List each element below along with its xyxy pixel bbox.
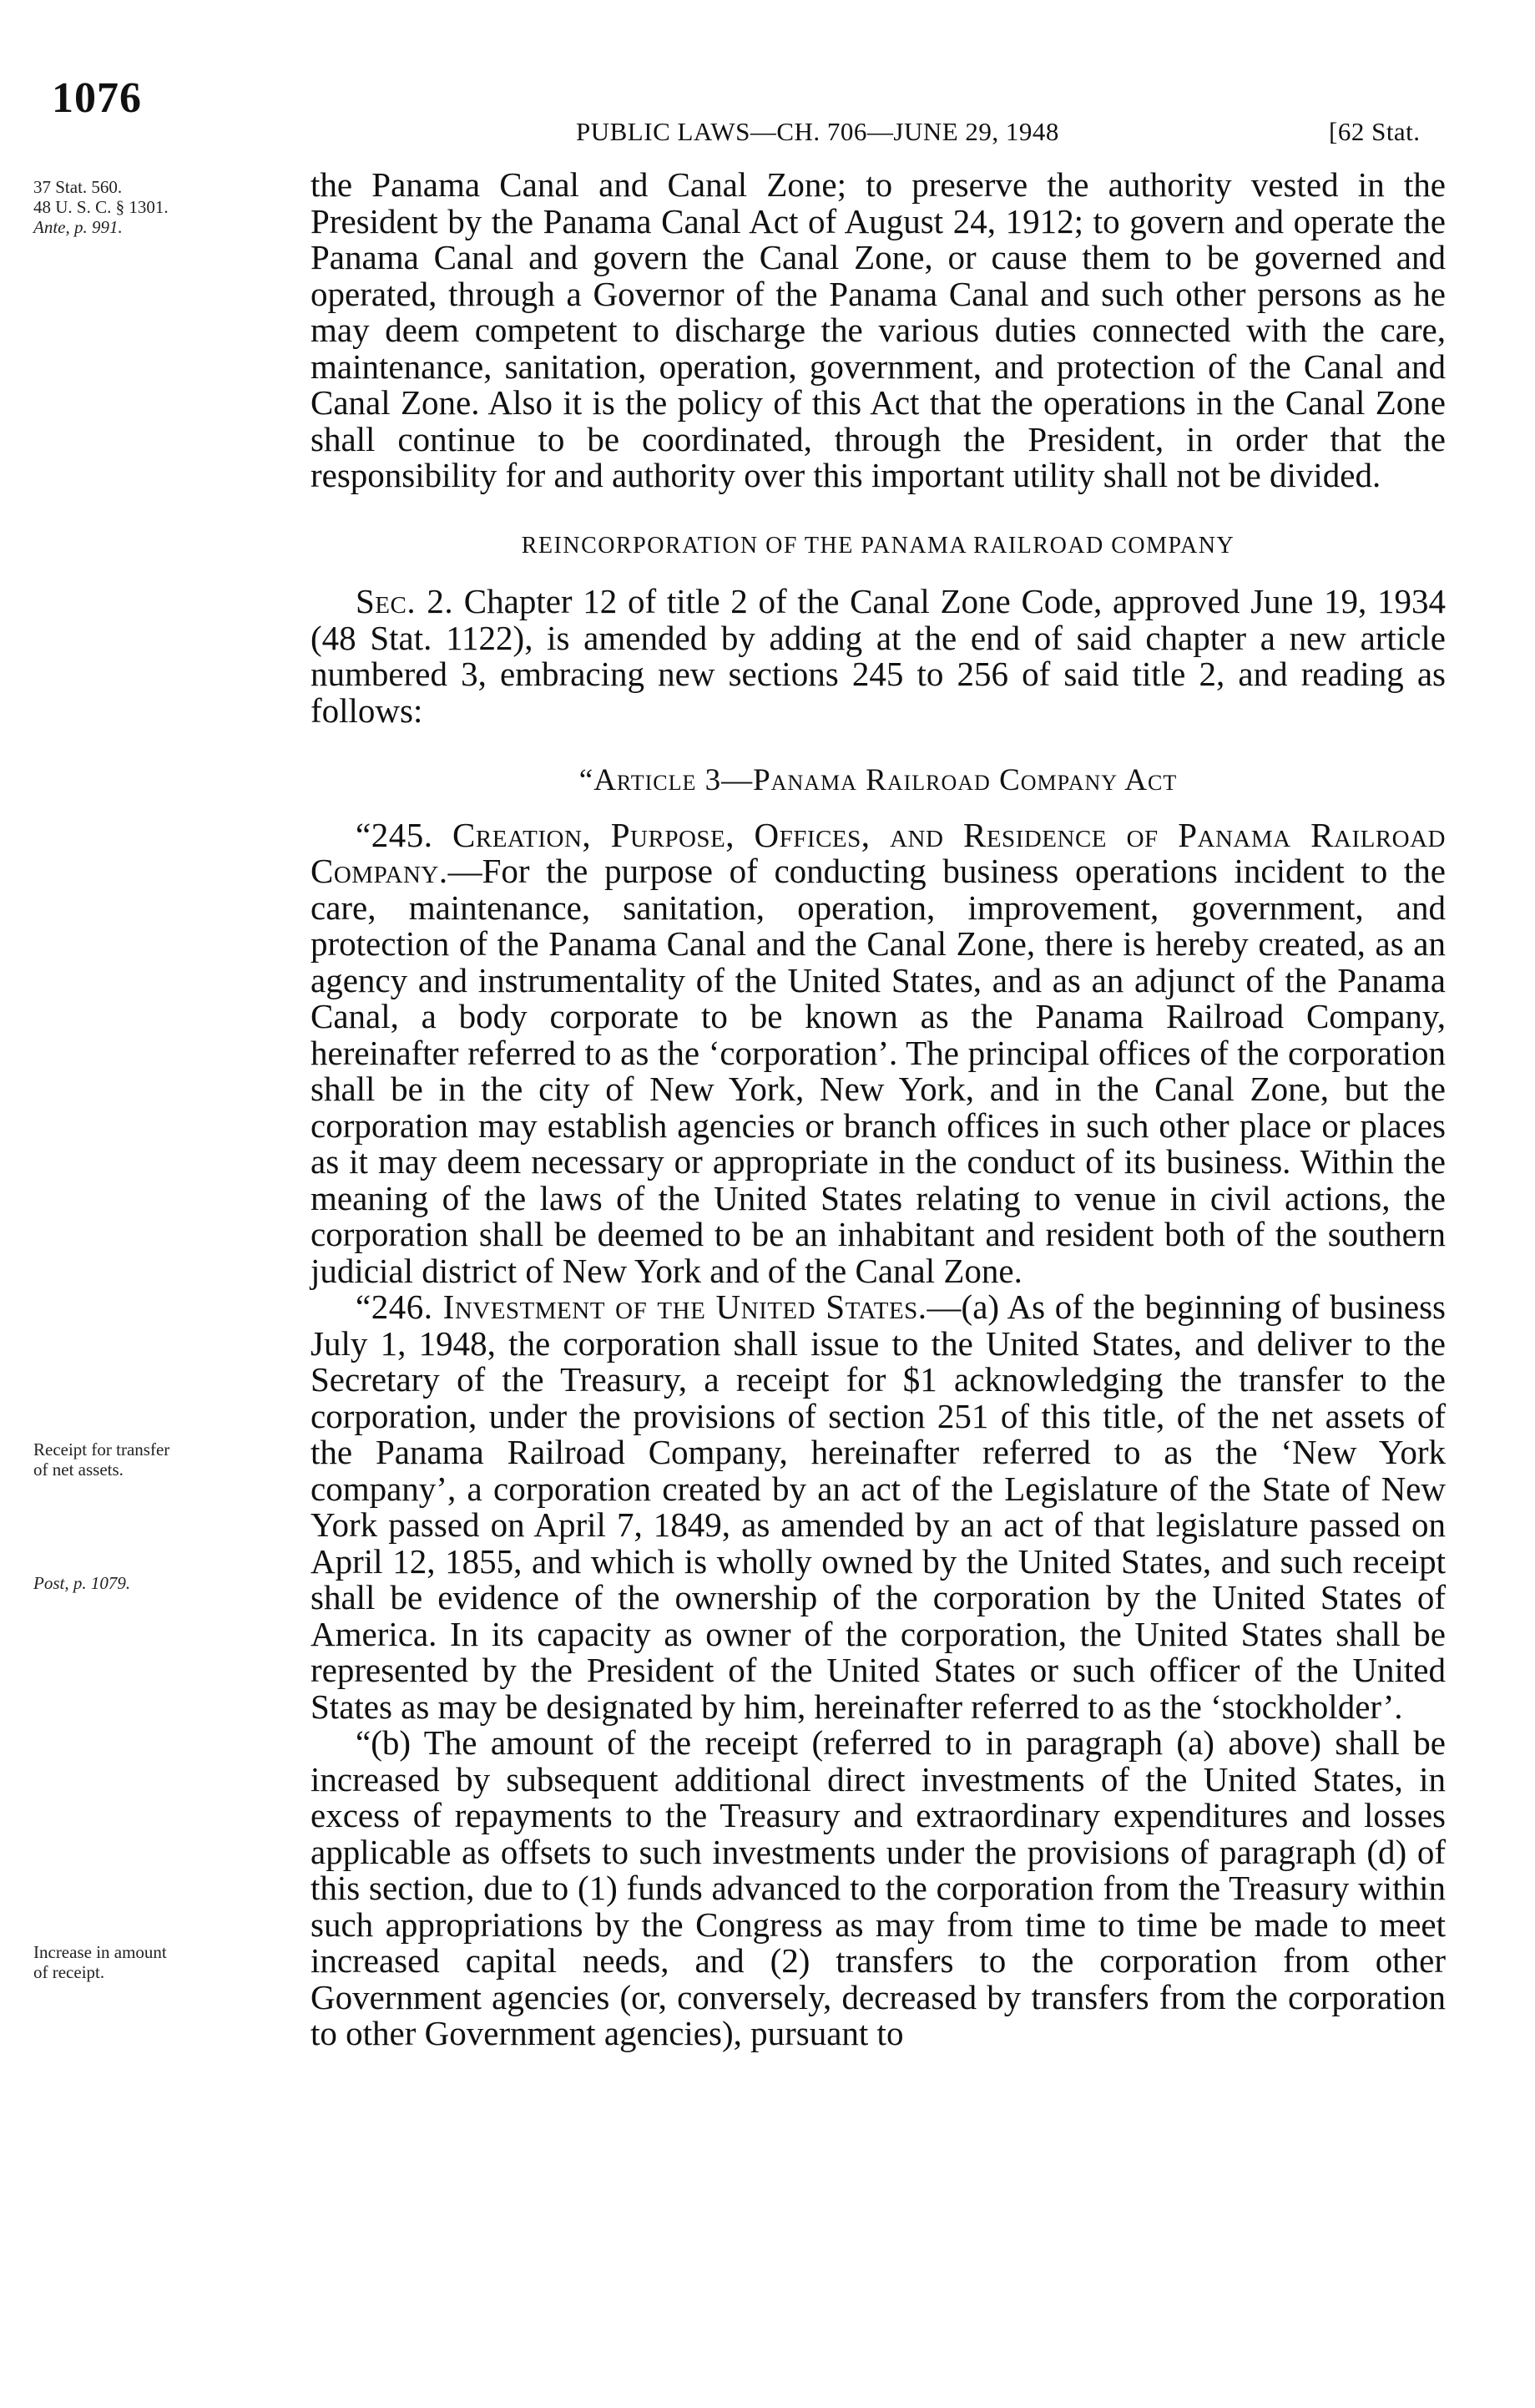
paragraph-sec-2 bbox=[311, 584, 1446, 729]
margin-note-post bbox=[33, 1573, 284, 1593]
section-245-text: —For the purpose of conducting business operations incident to the care, maintenance, sanitation, operation, improvement, government, and protection of the Panama Canal and the Canal Zone, there is hereby created, as an agency and instrumentality of the United States, and as an adjunct of the Panama Canal, a body corporate to be known as the Panama Railroad Company, hereinafter referred to as the ‘corporation’. The principal offices of the corporation shall be in the city of New York, New York, and in the Canal Zone, but the corporation may establish agencies or branch offices in such other place or places as it may deem necessary or appropriate in the conduct of its business. Within the meaning of the laws of the United States relating to venue in civil actions, the corporation shall be deemed to be an inhabitant and resident both of the southern judicial district of New York and of the Canal Zone. bbox=[311, 852, 1446, 1290]
sec-2-text: Chapter 12 of title 2 of the Canal Zone Code, approved June 19, 1934 (48 Stat. 1122), is amended by adding at the end of said chapter a new article numbered 3, embracing new sections 245 to 256 of said title 2, and reading as follows: bbox=[311, 582, 1447, 730]
paragraph-246a bbox=[311, 1289, 1446, 1725]
margin-note-line: Increase in amount bbox=[33, 1942, 167, 1962]
margin-note-line: Ante, p. 991. bbox=[33, 217, 123, 237]
margin-note-line: 37 Stat. 560. bbox=[33, 177, 123, 197]
statute-reference: [62 Stat. bbox=[1329, 117, 1421, 146]
section-246-text: —(a) As of the beginning of business July 1, 1948, the corporation shall issue to the United States, and deliver to the Secretary of the Treasury, a receipt for $1 acknowledging the transfer to the corporation, under the provisions of section 251 of this title, of the net assets of the Panama Railroad Company, hereinafter referred to as the ‘New York company’, a corporation created by an act of the Legislature of the State of New York passed on April 7, 1849, as amended by an act of that legislature passed on April 12, 1855, and which is wholly owned by the United States, and such receipt shall be evidence of the ownership of the corporation by the United States of America. In its capacity as owner of the corporation, the United States shall be represented by the President of the United States or such officer of the United States as may be designated by him, hereinafter referred to as the ‘stockholder’. bbox=[311, 1287, 1446, 1726]
margin-note-line: of net assets. bbox=[33, 1459, 124, 1480]
article-title: “Article 3—Panama Railroad Company Act bbox=[578, 763, 1178, 797]
body-text bbox=[311, 167, 1446, 2052]
running-head: PUBLIC LAWS—CH. 706—JUNE 29, 1948 bbox=[576, 117, 1059, 146]
section-heading: REINCORPORATION OF THE PANAMA RAILROAD COMPANY bbox=[521, 532, 1235, 559]
sec-2-label: Sec. 2. bbox=[356, 582, 454, 620]
section-245-heading: “245. Creation, Purpose, Offices, and Residence of Panama Railroad Company. bbox=[311, 815, 1446, 890]
margin-note-citations bbox=[33, 177, 284, 237]
paragraph-246b: “(b) The amount of the receipt (referred to in paragraph (a) above) shall be increased by subsequent additional direct investments of the United States, in excess of repayments to the Treasury and extraordinary expenditures and losses applicable as offsets to such investments under the provisions of paragraph (d) of this section, due to (1) funds advanced to the corporation from the Treasury within such appropriations by the Congress as may from time to time be made to meet increased capital needs, and (2) transfers to the corporation from other Government agencies (or, conversely, decreased by transfers from the corporation to other Government agencies), pursuant to bbox=[311, 1723, 1446, 2052]
margin-note-line: 48 U. S. C. § 1301. bbox=[33, 197, 169, 217]
margin-note-receipt bbox=[33, 1439, 284, 1480]
margin-note-increase bbox=[33, 1942, 284, 1982]
margin-note-line: of receipt. bbox=[33, 1962, 105, 1982]
paragraph-245 bbox=[311, 817, 1446, 1290]
page-number: 1076 bbox=[52, 74, 142, 122]
paragraph-policy: the Panama Canal and Canal Zone; to preserve the authority vested in the President by the Panama Canal Act of August 24, 1912; to govern and operate the Panama Canal and govern the Canal Zone, or cause them to be governed and operated, through a Governor of the Panama Canal and such other persons as he may deem competent to discharge the various duties connected with the care, maintenance, sanitation, operation, government, and protection of the Canal and Canal Zone. Also it is the policy of this Act that the operations in the Canal Zone shall continue to be coordinated, through the President, in order that the responsibility for and authority over this important utility shall not be divided. bbox=[311, 165, 1446, 494]
section-246-heading: “246. Investment of the United States. bbox=[356, 1287, 927, 1326]
page-header bbox=[0, 0, 1535, 159]
margin-note-line: Post, p. 1079. bbox=[33, 1573, 131, 1593]
margin-note-line: Receipt for transfer bbox=[33, 1439, 170, 1459]
